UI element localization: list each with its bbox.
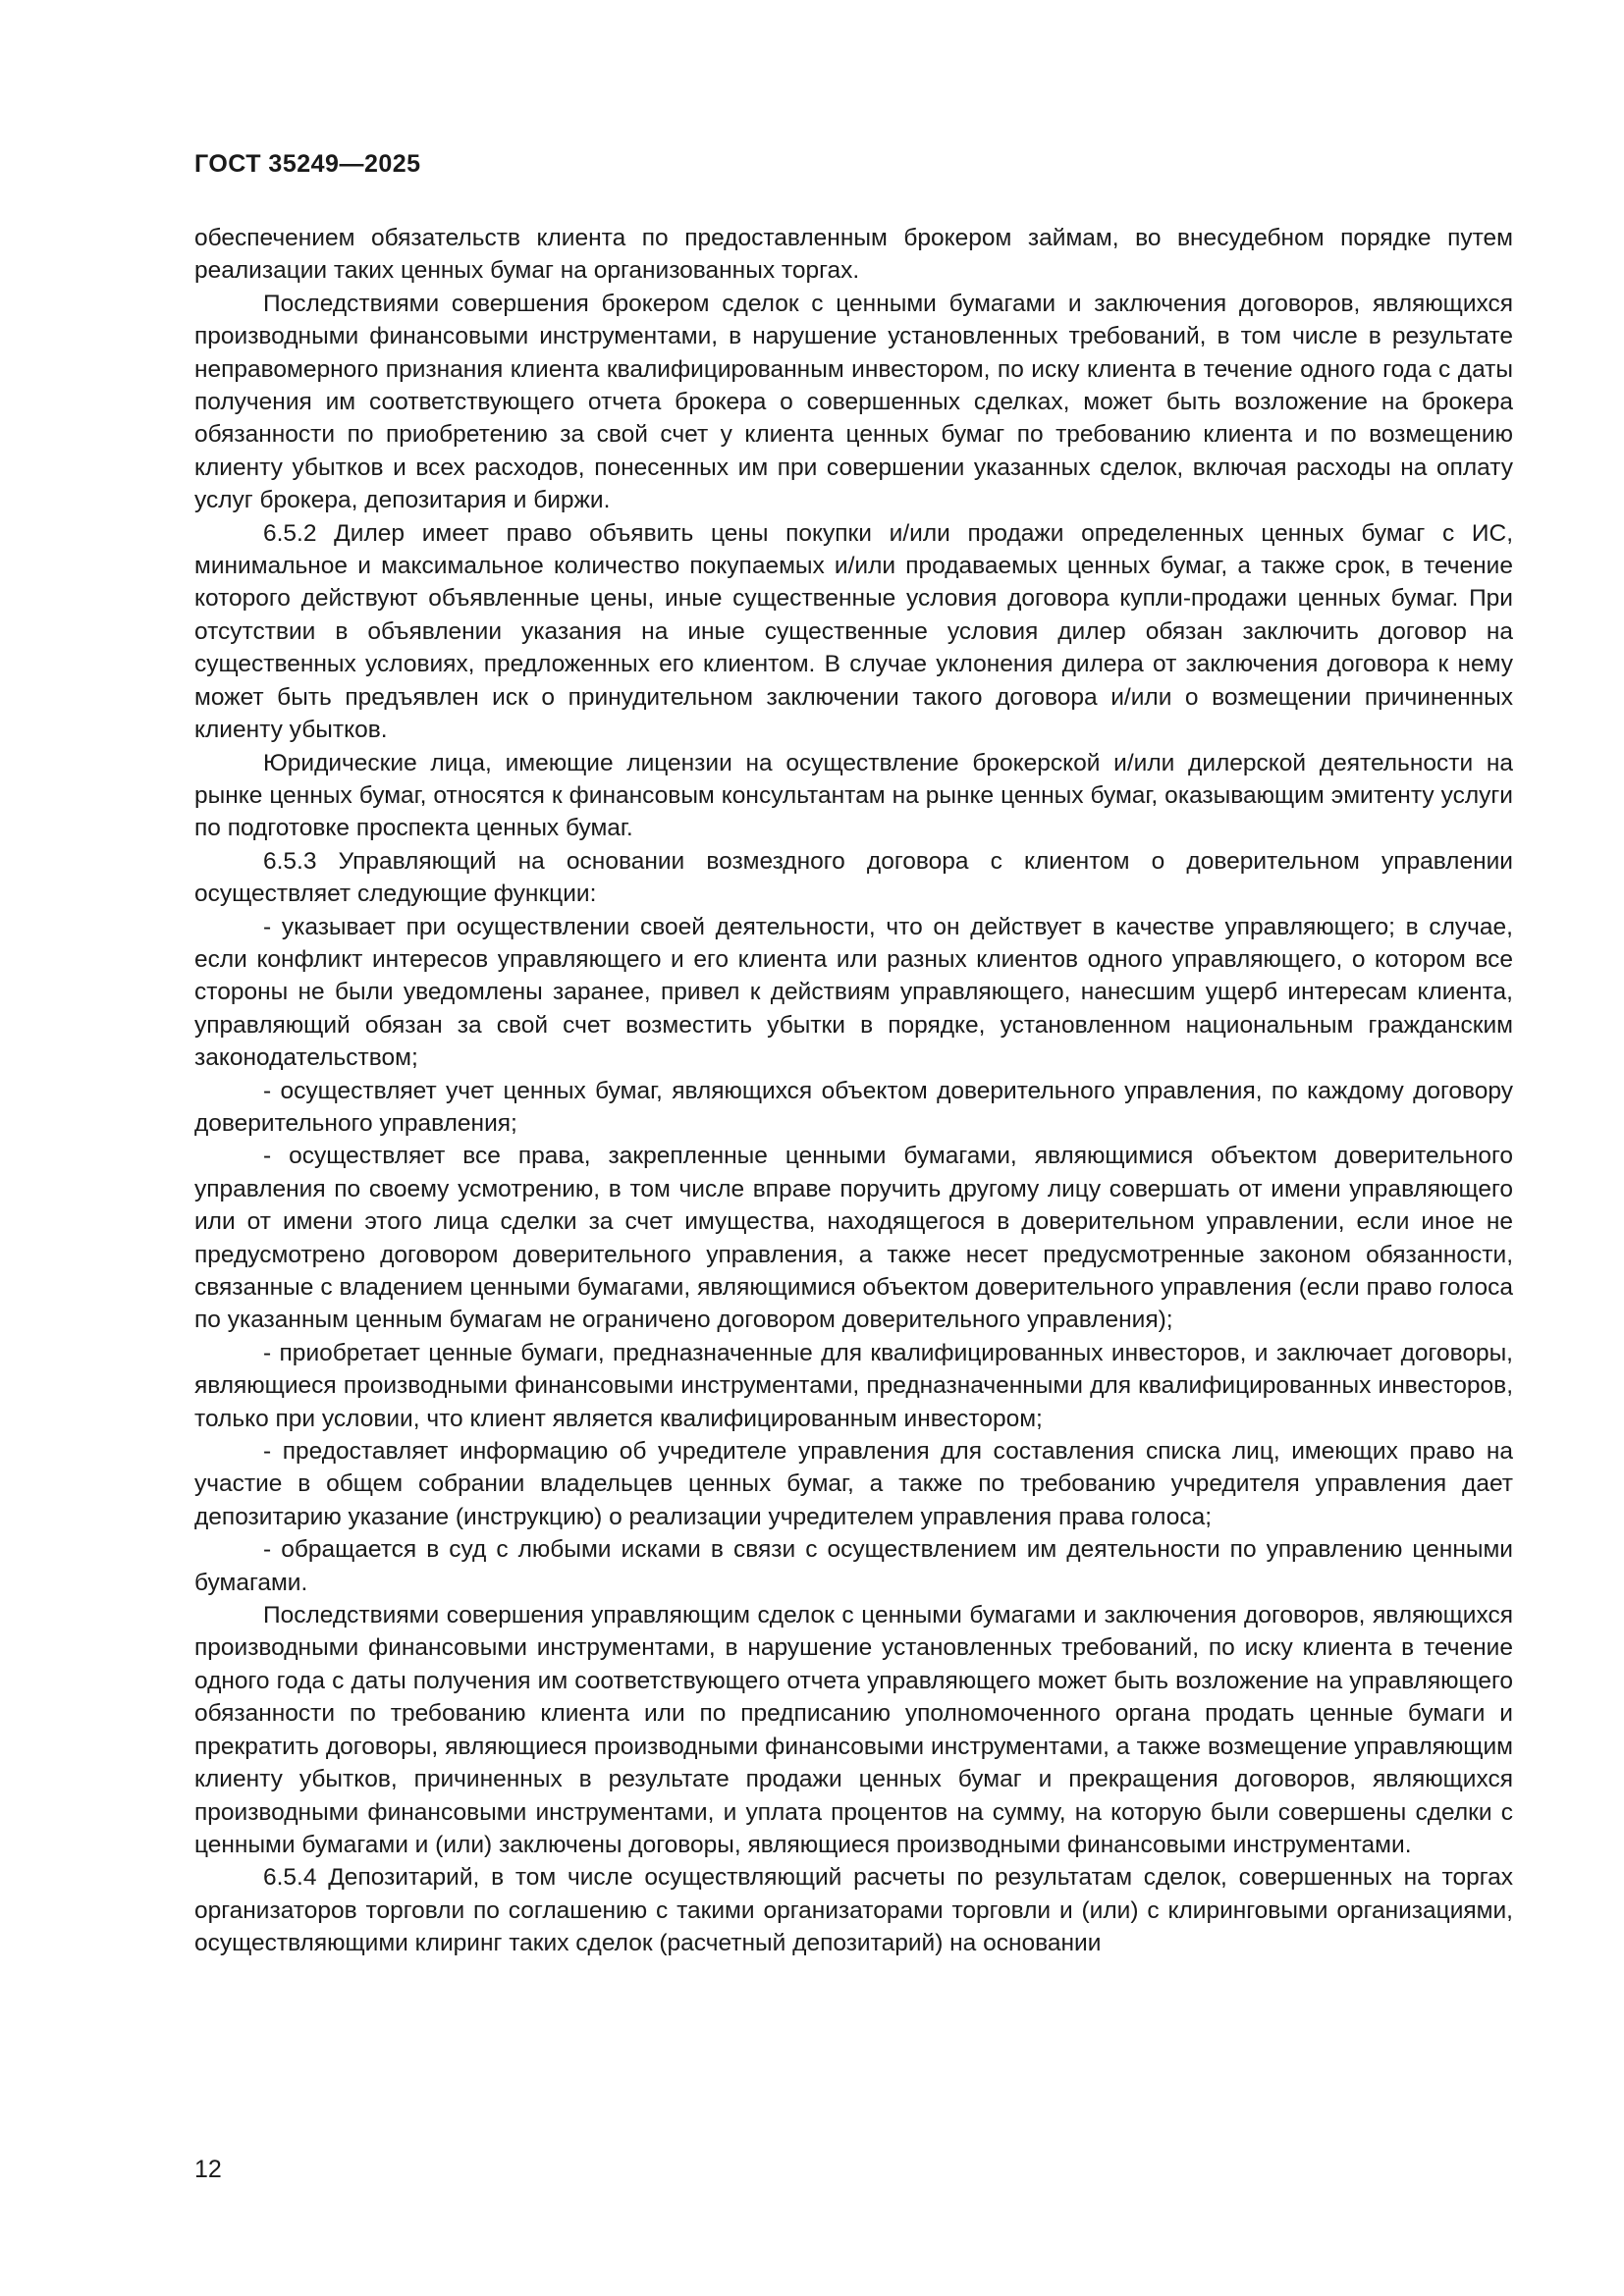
page-number: 12 xyxy=(194,2156,222,2183)
paragraph: Юридические лица, имеющие лицензии на осуществление брокерской и/или дилерской деятельности на рынке ценных бумаг, относятся к финансовым консультантам на рынке ценных бумаг, оказывающим эмитенту услуги по подготовке проспекта ценных бумаг. xyxy=(194,749,1513,842)
document-header: ГОСТ 35249—2025 xyxy=(194,150,421,178)
list-item: - предоставляет информацию об учредителе управления для составления списка лиц, имеющих право на участие в общем собрании владельцев ценных бумаг, а также по требованию учредителя управления дает депозитарию указание (инструкцию) о реализации учредителем управления права голоса; xyxy=(194,1438,1513,1530)
paragraph: 6.5.2 Дилер имеет право объявить цены покупки и/или продажи определенных ценных бумаг с ИС, минимальное и максимальное количество покупаемых и/или продаваемых ценных бумаг, а также срок, в течение которого действуют объявленные цены, иные существенные условия договора купли-продажи ценных бумаг. При отсутствии в объявлении указания на иные существенные условия дилер обязан заключить договор на существенных условиях, предложенных его клиентом. В случае уклонения дилера от заключения договора к нему может быть предъявлен иск о принудительном заключении такого договора и/или о возмещении причиненных клиенту убытков. xyxy=(194,519,1513,744)
list-item: - обращается в суд с любыми исками в связи с осуществлением им деятельности по управлению ценными бумагами. xyxy=(194,1536,1513,1596)
paragraph: Последствиями совершения брокером сделок с ценными бумагами и заключения договоров, являющихся производными финансовыми инструментами, в нарушение установленных требований, в том числе в результате неправомерного признания клиента квалифицированным инвестором, по иску клиента в течение одного года с даты получения им соответствующего отчета брокера о совершенных сделках, может быть возложение на брокера обязанности по приобретению за свой счет у клиента ценных бумаг по требованию клиента и по возмещению клиенту убытков и всех расходов, понесенных им при совершении указанных сделок, включая расходы на оплату услуг брокера, депозитария и биржи. xyxy=(194,290,1513,514)
paragraph: Последствиями совершения управляющим сделок с ценными бумагами и заключения договоров, являющихся производными финансовыми инструментами, в нарушение установленных требований, по иску клиента в течение одного года с даты получения им соответствующего отчета управляющего может быть возложение на управляющего обязанности по требованию клиента или по предписанию уполномоченного органа продать ценные бумаги и прекратить договоры, являющиеся производными финансовыми инструментами, а также возмещение управляющим клиенту убытков, причиненных в результате продажи ценных бумаг и прекращения договоров, являющихся производными финансовыми инструментами, и уплата процентов на сумму, на которую были совершены сделки с ценными бумагами и (или) заключены договоры, являющиеся производными финансовыми инструментами. xyxy=(194,1602,1513,1858)
document-body xyxy=(194,222,1513,1960)
paragraph: обеспечением обязательств клиента по предоставленным брокером займам, во внесудебном порядке путем реализации таких ценных бумаг на организованных торгах. xyxy=(194,225,1513,285)
list-item: - указывает при осуществлении своей деятельности, что он действует в качестве управляющего; в случае, если конфликт интересов управляющего и его клиента или разных клиентов одного управляющего, о котором все стороны не были уведомлены заранее, привел к действиям управляющего, нанесшим ущерб интересам клиента, управляющий обязан за свой счет возместить убытки в порядке, установленном национальным гражданским законодательством; xyxy=(194,913,1513,1072)
paragraph: 6.5.4 Депозитарий, в том числе осуществляющий расчеты по результатам сделок, совершенных на торгах организаторов торговли по соглашению с такими организаторами торговли и (или) с клиринговыми организациями, осуществляющими клиринг таких сделок (расчетный депозитарий) на основании xyxy=(194,1864,1513,1957)
list-item: - осуществляет учет ценных бумаг, являющихся объектом доверительного управления, по каждому договору доверительного управления; xyxy=(194,1077,1513,1137)
list-item: - осуществляет все права, закрепленные ценными бумагами, являющимися объектом доверительного управления по своему усмотрению, в том числе вправе поручить другому лицу совершать от имени управляющего или от имени этого лица сделки за счет имущества, находящегося в доверительном управлении, если иное не предусмотрено договором доверительного управления, а также несет предусмотренные законом обязанности, связанные с владением ценными бумагами, являющимися объектом доверительного управления (если право голоса по указанным ценным бумагам не ограничено договором доверительного управления); xyxy=(194,1143,1513,1334)
list-item: - приобретает ценные бумаги, предназначенные для квалифицированных инвесторов, и заключает договоры, являющиеся производными финансовыми инструментами, предназначенными для квалифицированных инвесторов, только при условии, что клиент является квалифицированным инвестором; xyxy=(194,1339,1513,1432)
paragraph: 6.5.3 Управляющий на основании возмездного договора с клиентом о доверительном управлении осуществляет следующие функции: xyxy=(194,847,1513,908)
